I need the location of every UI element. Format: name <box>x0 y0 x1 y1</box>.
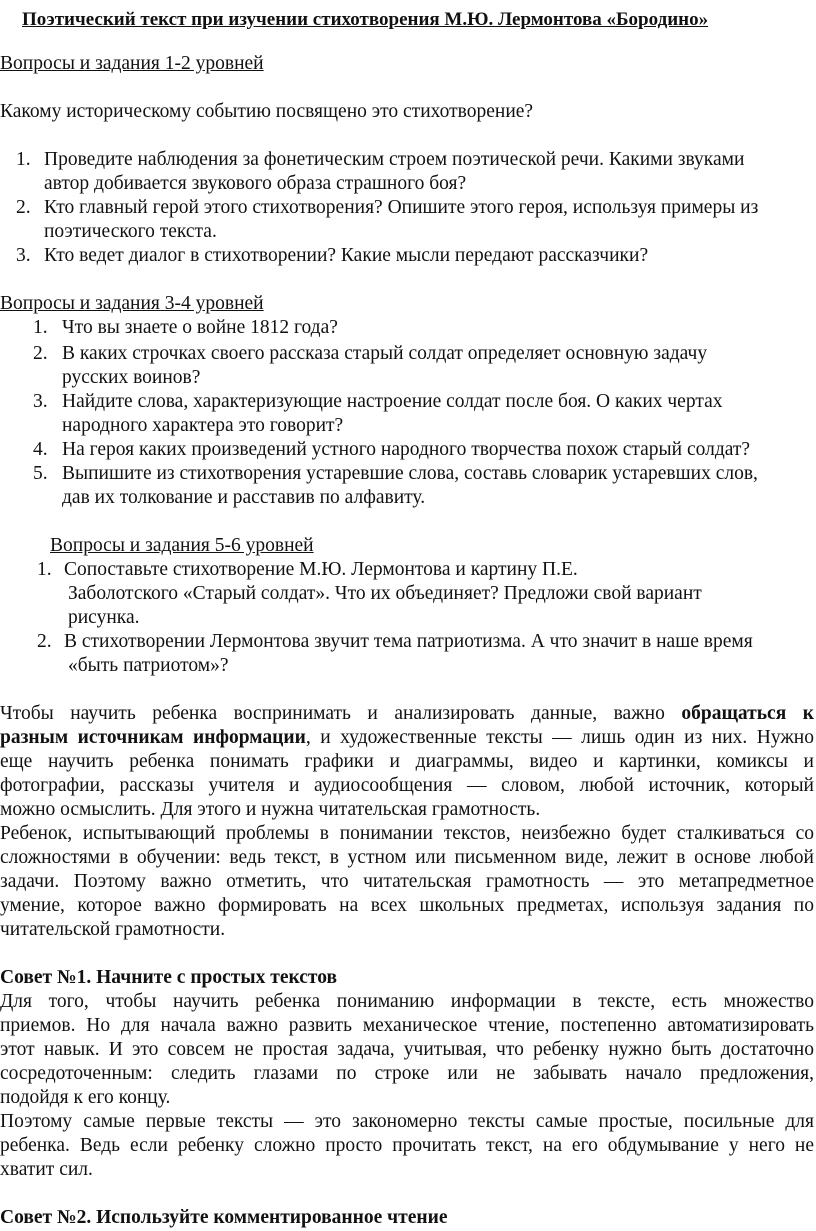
paragraph-line: сложностями в обучении: ведь текст, в устном или письменном виде, лежит в основе любой <box>0 847 814 868</box>
list-number: 3. <box>16 245 31 266</box>
paragraph-line: ребенка. Ведь если ребенку сложно просто прочитать текст, на его обдумывание у него не <box>0 1135 814 1156</box>
list-item-text: русских воинов? <box>62 367 201 388</box>
list-item-text: поэтического текста. <box>44 221 217 242</box>
paragraph-line: Для того, чтобы научить ребенка пониманию информации в тексте, есть множество <box>0 991 814 1012</box>
list-item-text: Выпишите из стихотворения устаревшие слова, составь словарик устаревших слов, <box>62 463 758 484</box>
paragraph-line: задачи. Поэтому важно отметить, что читательская грамотность — это метапредметное <box>0 871 814 892</box>
paragraph-line: Чтобы научить ребенка воспринимать и анализировать данные, важно обращаться к <box>0 703 814 724</box>
paragraph-line: читательской грамотности. <box>0 919 226 940</box>
list-item-text: Кто ведет диалог в стихотворении? Какие мысли передают рассказчики? <box>44 245 649 266</box>
page-title: Поэтический текст при изучении стихотворения М.Ю. Лермонтова «Бородино» <box>22 9 709 30</box>
paragraph-line: Поэтому самые первые тексты — это закономерно тексты самые простые, посильные для <box>0 1111 814 1132</box>
list-number: 2. <box>33 343 48 364</box>
paragraph-line: разным источникам информации, и художественные тексты — лишь один из них. Нужно <box>0 727 814 748</box>
tip-2-heading: Совет №2. Используйте комментированное чтение <box>0 1207 448 1228</box>
list-number: 1. <box>33 317 48 338</box>
paragraph-line: еще научить ребенка понимать графики и диаграммы, видео и картинки, комиксы и <box>0 751 814 772</box>
paragraph-line: этот навык. И это совсем не простая задача, учитывая, что ребенку нужно быть достаточно <box>0 1039 814 1060</box>
paragraph-line: хватит сил. <box>0 1159 93 1180</box>
paragraph-line: сосредоточенным: следить глазами по строке или не забывать начало предложения, <box>0 1063 814 1084</box>
section-heading-5-6: Вопросы и задания 5-6 уровней <box>50 535 314 556</box>
section-question: Какому историческому событию посвящено это стихотворение? <box>0 101 534 122</box>
paragraph-line: Ребенок, испытывающий проблемы в понимании текстов, неизбежно будет сталкиваться со <box>0 823 814 844</box>
list-number: 1. <box>16 149 31 170</box>
list-number: 5. <box>33 463 48 484</box>
list-item-text: народного характера это говорит? <box>62 415 344 436</box>
section-heading-3-4: Вопросы и задания 3-4 уровней <box>0 293 264 314</box>
list-number: 2. <box>37 631 52 652</box>
list-number: 1. <box>37 559 52 580</box>
list-number: 3. <box>33 391 48 412</box>
list-item-text: рисунка. <box>68 607 140 628</box>
list-number: 2. <box>16 197 31 218</box>
list-item-text: Найдите слова, характеризующие настроение солдат после боя. О каких чертах <box>62 391 723 412</box>
paragraph-line: можно осмыслить. Для этого и нужна читательская грамотность. <box>0 799 541 820</box>
list-item-text: В стихотворении Лермонтова звучит тема патриотизма. А что значит в наше время <box>64 631 753 652</box>
paragraph-line: умение, которое важно формировать на всех школьных предметах, используя задания по <box>0 895 814 916</box>
list-item-text: Что вы знаете о войне 1812 года? <box>62 317 338 338</box>
list-item-text: Кто главный герой этого стихотворения? Опишите этого героя, используя примеры из <box>44 197 759 218</box>
tip-1-heading: Совет №1. Начните с простых текстов <box>0 967 337 988</box>
paragraph-line: фотографии, рассказы учителя и аудиосообщения — словом, любой источник, который <box>0 775 814 796</box>
list-item-text: дав их толкование и расставив по алфавиту. <box>62 487 426 508</box>
section-heading-1-2: Вопросы и задания 1-2 уровней <box>0 53 264 74</box>
list-item-text: Проведите наблюдения за фонетическим строем поэтической речи. Какими звуками <box>44 149 745 170</box>
list-item-text: В каких строчках своего рассказа старый солдат определяет основную задачу <box>62 343 708 364</box>
paragraph-line: приемов. Но для начала важно развить механическое чтение, постепенно автоматизировать <box>0 1015 814 1036</box>
list-item-text: На героя каких произведений устного народного творчества похож старый солдат? <box>62 439 751 460</box>
list-number: 4. <box>33 439 48 460</box>
paragraph-line: подойдя к его концу. <box>0 1087 171 1108</box>
list-item-text: «быть патриотом»? <box>68 655 229 676</box>
list-item-text: Сопоставьте стихотворение М.Ю. Лермонтова и картину П.Е. <box>64 559 578 580</box>
list-item-text: автор добивается звукового образа страшного боя? <box>44 173 467 194</box>
list-item-text: Заболотского «Старый солдат». Что их объединяет? Предложи свой вариант <box>68 583 702 604</box>
